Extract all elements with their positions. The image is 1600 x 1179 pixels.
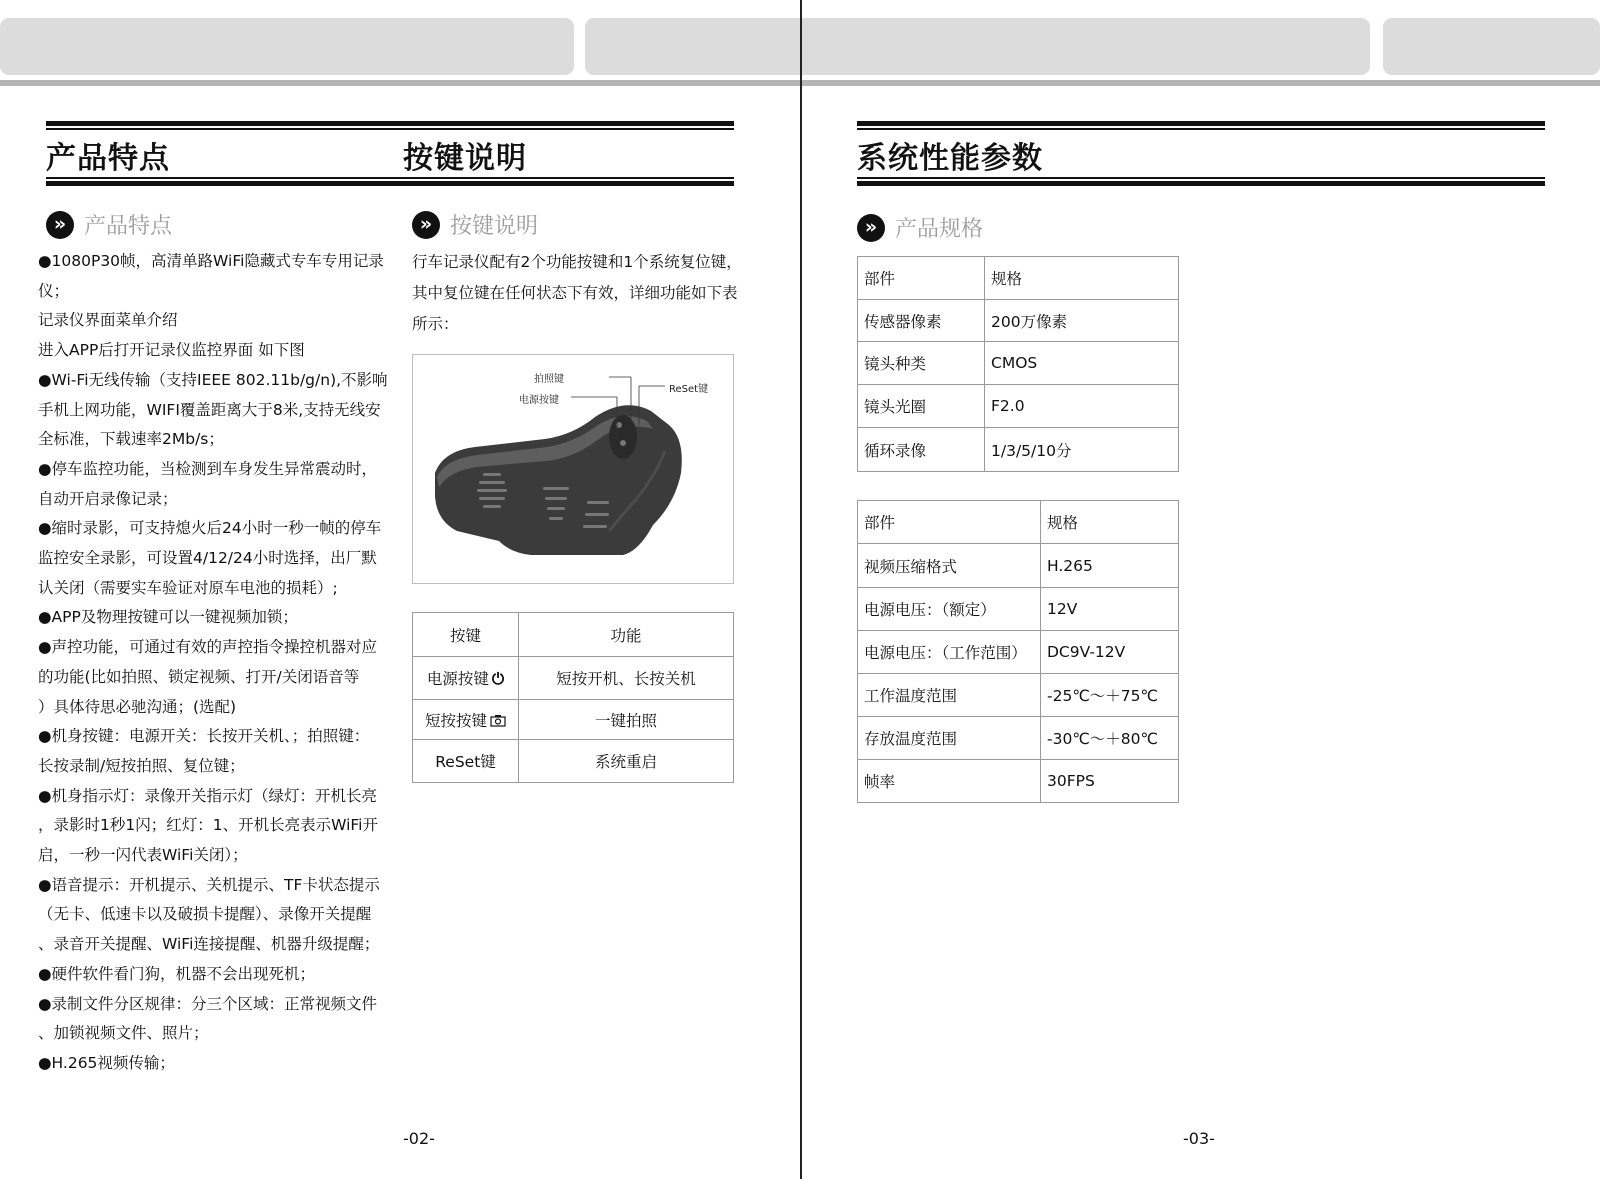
list-item: 、加锁视频文件、照片； xyxy=(38,1024,209,1043)
title-rule-bottom xyxy=(857,181,1545,186)
table-cell-part: 电源电压：（额定） xyxy=(858,588,1041,631)
list-item: ●语音提示：开机提示、关机提示、TF卡状态提示 xyxy=(38,875,380,894)
features-subheading-label: 产品特点 xyxy=(84,214,173,239)
table-cell-spec: DC9V-12V xyxy=(1041,631,1179,674)
table-cell-part: 电源电压：（工作范围） xyxy=(858,631,1041,674)
list-item: ●机身指示灯：录像开关指示灯（绿灯：开机长亮 xyxy=(38,786,378,805)
table-cell-spec: F2.0 xyxy=(985,385,1179,428)
table-row xyxy=(858,631,1179,674)
chevron-right-icon: » xyxy=(46,211,74,239)
key-label: 短按按键 xyxy=(424,711,487,730)
table-row xyxy=(858,588,1179,631)
callout-power-key: 电源按键 xyxy=(519,395,559,406)
list-item: 全标准，下载速率2Mb/s； xyxy=(38,430,224,449)
list-item: 认关闭（需要实车验证对原车电池的损耗）; xyxy=(38,578,338,597)
table-cell-key xyxy=(413,657,519,700)
table-cell-function: 系统重启 xyxy=(519,740,734,783)
header-tab-middle xyxy=(585,18,1370,75)
list-item: （无卡、低速卡以及破损卡提醒）、录像开关提醒 xyxy=(38,905,372,924)
feature-list xyxy=(38,247,390,1079)
callout-photo-key: 拍照键 xyxy=(534,374,564,385)
list-item: 的功能(比如拍照、锁定视频、打开/关闭语音等 xyxy=(38,667,360,686)
table-cell-part: 传感器像素 xyxy=(858,300,985,342)
list-item: ●录制文件分区规律：分三个区域：正常视频文件 xyxy=(38,994,378,1013)
table-cell-part: 存放温度范围 xyxy=(858,717,1041,760)
list-item: ●硬件软件看门狗，机器不会出现死机； xyxy=(38,964,316,983)
list-item: ）具体待思必驰沟通；(选配) xyxy=(38,697,237,716)
table-header-part: 部件 xyxy=(858,501,1041,544)
callout-reset-key: ReSet键 xyxy=(669,384,709,395)
page-number-right: -03- xyxy=(1183,1129,1215,1148)
table-cell-spec: -25℃～＋75℃ xyxy=(1041,674,1179,717)
table-row xyxy=(858,342,1179,385)
table-cell-spec: 12V xyxy=(1041,588,1179,631)
list-item: ●H.265视频传输； xyxy=(38,1053,175,1072)
features-subheading xyxy=(46,209,172,240)
list-item: 启，一秒一闪代表WiFi关闭）； xyxy=(38,846,248,865)
table-header-spec: 规格 xyxy=(1041,501,1179,544)
table-header-function: 功能 xyxy=(519,613,734,657)
list-item: 监控安全录影，可设置4/12/24小时选择，出厂默 xyxy=(38,549,377,568)
title-rule-top xyxy=(46,121,734,126)
table-row xyxy=(413,700,734,740)
table-cell-key xyxy=(413,700,519,740)
table-row xyxy=(413,740,734,783)
table-cell-spec: CMOS xyxy=(985,342,1179,385)
buttons-subheading xyxy=(412,209,538,240)
list-item: 、录音开关提醒、WiFi连接提醒、机器升级提醒； xyxy=(38,935,380,954)
table-cell-part: 镜头光圈 xyxy=(858,385,985,428)
list-item: 长按录制/短按拍照、复位键； xyxy=(38,756,245,775)
list-item: 手机上网功能，WIFI覆盖距离大于8米,支持无线安 xyxy=(38,400,381,419)
title-rule-bottom xyxy=(46,181,734,186)
table-cell-spec: -30℃～＋80℃ xyxy=(1041,717,1179,760)
table-cell-part: 工作温度范围 xyxy=(858,674,1041,717)
header-tab-right xyxy=(1383,18,1600,75)
table-cell-part: 镜头种类 xyxy=(858,342,985,385)
table-row xyxy=(858,257,1179,300)
table-cell-key: ReSet键 xyxy=(413,740,519,783)
table-cell-spec: 1/3/5/10分 xyxy=(985,428,1179,472)
table-cell-part: 视频压缩格式 xyxy=(858,544,1041,588)
list-item: ●停车监控功能，当检测到车身发生异常震动时， xyxy=(38,459,378,478)
table-row xyxy=(858,760,1179,803)
buttons-intro-text: 行车记录仪配有2个功能按键和1个系统复位键，其中复位键在任何状态下有效，详细功能如下表所示： xyxy=(412,253,742,333)
table-row xyxy=(858,428,1179,472)
camera-icon xyxy=(490,714,506,727)
table-cell-spec: H.265 xyxy=(1041,544,1179,588)
button-function-table xyxy=(412,612,734,783)
table-row xyxy=(413,657,734,700)
spec-table-1 xyxy=(857,256,1179,472)
table-cell-function: 短按开机、长按关机 xyxy=(519,657,734,700)
title-rule-bottom-thin xyxy=(857,177,1545,179)
table-row xyxy=(858,544,1179,588)
list-item: 仪； xyxy=(38,281,70,300)
page-fold-line xyxy=(800,0,802,1179)
page-title-features: 产品特点 xyxy=(46,141,170,176)
spec-table-2 xyxy=(857,500,1179,803)
list-item: ●声控功能，可通过有效的声控指令操控机器对应 xyxy=(38,638,378,657)
list-item: ●缩时录影，可支持熄火后24小时一秒一帧的停车 xyxy=(38,519,382,538)
buttons-subheading-label: 按键说明 xyxy=(450,214,539,239)
page-number-left: -02- xyxy=(403,1129,435,1148)
key-label: 电源按键 xyxy=(426,670,489,688)
header-tab-left xyxy=(0,18,574,75)
list-item: 进入APP后打开记录仪监控界面 如下图 xyxy=(38,341,305,360)
list-item: ●Wi-Fi无线传输（支持IEEE 802.11b/g/n),不影响 xyxy=(38,370,388,389)
table-cell-spec: 200万像素 xyxy=(985,300,1179,342)
list-item: ●机身按键：电源开关：长按开关机、；拍照键： xyxy=(38,727,370,746)
title-rule-top-thin xyxy=(857,128,1545,130)
list-item: ●APP及物理按键可以一键视频加锁； xyxy=(38,608,298,627)
table-row xyxy=(858,674,1179,717)
specs-subheading-label: 产品规格 xyxy=(895,217,984,242)
title-rule-bottom-thin xyxy=(46,177,734,179)
table-header-spec: 规格 xyxy=(985,257,1179,300)
table-cell-function: 一键拍照 xyxy=(519,700,734,740)
table-row xyxy=(858,385,1179,428)
table-row xyxy=(858,501,1179,544)
table-cell-part: 帧率 xyxy=(858,760,1041,803)
power-icon: ⏻ xyxy=(491,670,505,688)
table-header-part: 部件 xyxy=(858,257,985,300)
table-row xyxy=(858,717,1179,760)
chevron-right-icon: » xyxy=(857,214,885,242)
table-cell-spec: 30FPS xyxy=(1041,760,1179,803)
specs-subheading xyxy=(857,212,983,243)
chevron-right-icon: » xyxy=(412,211,440,239)
device-figure xyxy=(412,354,734,584)
page-title-buttons: 按键说明 xyxy=(403,141,527,176)
list-item: ●1080P30帧，高清单路WiFi隐藏式专车专用记录 xyxy=(38,252,384,270)
list-item: 自动开启录像记录； xyxy=(38,489,178,508)
table-header-key: 按键 xyxy=(413,613,519,657)
list-item: 记录仪界面菜单介绍 xyxy=(38,311,178,330)
table-row xyxy=(858,300,1179,342)
table-cell-part: 循环录像 xyxy=(858,428,985,472)
page-title-specs: 系统性能参数 xyxy=(857,141,1043,176)
title-rule-top-thin xyxy=(46,128,734,130)
title-rule-top xyxy=(857,121,1545,126)
list-item: ，录影时1秒1闪；红灯：1、开机长亮表示WiFi开 xyxy=(38,816,378,835)
